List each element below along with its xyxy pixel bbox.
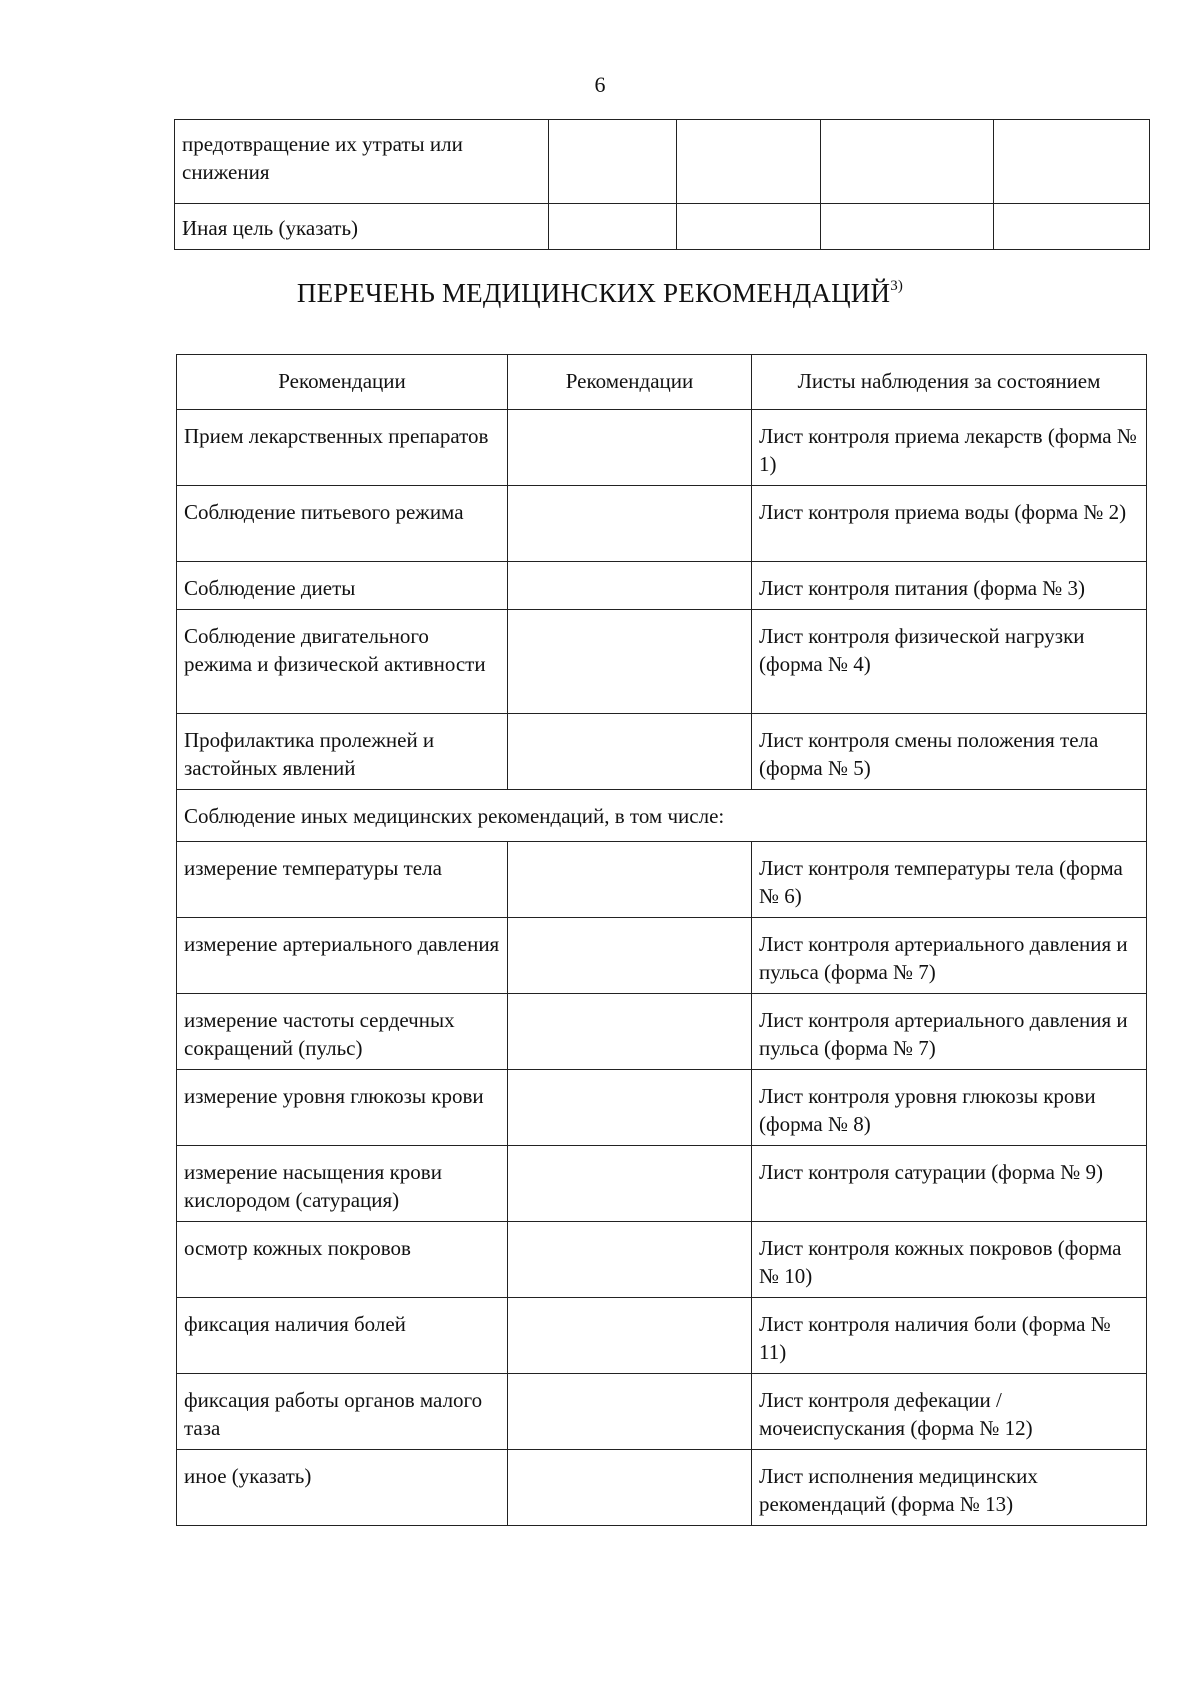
recommendation-cell: измерение температуры тела [177,842,508,918]
recommendation-cell: Прием лекарственных препаратов [177,410,508,486]
empty-cell [508,1450,752,1526]
recommendation-cell: измерение частоты сердечных сокращений (пульс) [177,994,508,1070]
table-cell [677,204,821,250]
observation-sheet-cell: Лист контроля артериального давления и пульса (форма № 7) [752,918,1147,994]
table-row [177,994,1147,1070]
table-row [177,714,1147,790]
empty-cell [508,714,752,790]
observation-sheet-cell: Лист контроля уровня глюкозы крови (форма № 8) [752,1070,1147,1146]
table-row [177,486,1147,562]
empty-cell [508,842,752,918]
table-cell [677,120,821,204]
observation-sheet-cell: Лист контроля приема воды (форма № 2) [752,486,1147,562]
table-cell [994,204,1150,250]
empty-cell [508,610,752,714]
observation-sheet-cell: Лист контроля сатурации (форма № 9) [752,1146,1147,1222]
observation-sheet-cell: Лист контроля дефекации /мочеиспускания (форма № 12) [752,1374,1147,1450]
observation-sheet-cell: Лист контроля температуры тела (форма № 6) [752,842,1147,918]
table-row [177,1450,1147,1526]
recommendation-cell: измерение уровня глюкозы крови [177,1070,508,1146]
table-row [177,1374,1147,1450]
section-title-text: ПЕРЕЧЕНЬ МЕДИЦИНСКИХ РЕКОМЕНДАЦИЙ [296,278,891,308]
column-header: Листы наблюдения за состоянием [752,355,1147,410]
table-row [177,562,1147,610]
recommendation-cell: измерение артериального давления [177,918,508,994]
empty-cell [508,1298,752,1374]
empty-cell [508,918,752,994]
table-row [177,610,1147,714]
section-title [0,278,1200,309]
table-cell: Иная цель (указать) [175,204,549,250]
table-row [175,204,1150,250]
top-table [174,119,1150,250]
table-cell [821,204,994,250]
recommendation-cell: Профилактика пролежней и застойных явлений [177,714,508,790]
recommendation-cell: Соблюдение питьевого режима [177,486,508,562]
column-header: Рекомендации [508,355,752,410]
table-row [177,1070,1147,1146]
column-header: Рекомендации [177,355,508,410]
rows-before [177,410,1147,790]
table-cell [549,204,677,250]
table-cell: предотвращение их утраты или снижения [175,120,549,204]
observation-sheet-cell: Лист контроля смены положения тела (форма № 5) [752,714,1147,790]
empty-cell [508,562,752,610]
table-cell [821,120,994,204]
empty-cell [508,1222,752,1298]
table-row [177,1298,1147,1374]
table-cell [994,120,1150,204]
empty-cell [508,1146,752,1222]
observation-sheet-cell: Лист контроля приема лекарств (форма № 1) [752,410,1147,486]
table-row [177,1146,1147,1222]
recommendation-cell: фиксация наличия болей [177,1298,508,1374]
rows-after [177,842,1147,1526]
observation-sheet-cell: Лист исполнения медицинских рекомендаций (форма № 13) [752,1450,1147,1526]
table-cell [549,120,677,204]
recommendation-cell: Соблюдение диеты [177,562,508,610]
recommendation-cell: осмотр кожных покровов [177,1222,508,1298]
table-header-row [177,355,1147,410]
empty-cell [508,1374,752,1450]
observation-sheet-cell: Лист контроля питания (форма № 3) [752,562,1147,610]
recommendation-cell: иное (указать) [177,1450,508,1526]
table-row [175,120,1150,204]
recommendation-cell: измерение насыщения крови кислородом (сатурация) [177,1146,508,1222]
empty-cell [508,486,752,562]
footnote-marker: 3) [890,278,904,294]
recommendations-table [176,354,1147,1526]
observation-sheet-cell: Лист контроля кожных покровов (форма № 10) [752,1222,1147,1298]
recommendation-cell: фиксация работы органов малого таза [177,1374,508,1450]
page-number: 6 [594,72,606,97]
observation-sheet-cell: Лист контроля наличия боли (форма № 11) [752,1298,1147,1374]
observation-sheet-cell: Лист контроля артериального давления и пульса (форма № 7) [752,994,1147,1070]
span-row-cell: Соблюдение иных медицинских рекомендаций, в том числе: [177,790,1147,842]
table-row [177,790,1147,842]
empty-cell [508,994,752,1070]
observation-sheet-cell: Лист контроля физической нагрузки (форма № 4) [752,610,1147,714]
empty-cell [508,410,752,486]
empty-cell [508,1070,752,1146]
recommendation-cell: Соблюдение двигательного режима и физической активности [177,610,508,714]
table-row [177,410,1147,486]
table-row [177,842,1147,918]
table-row [177,918,1147,994]
table-row [177,1222,1147,1298]
